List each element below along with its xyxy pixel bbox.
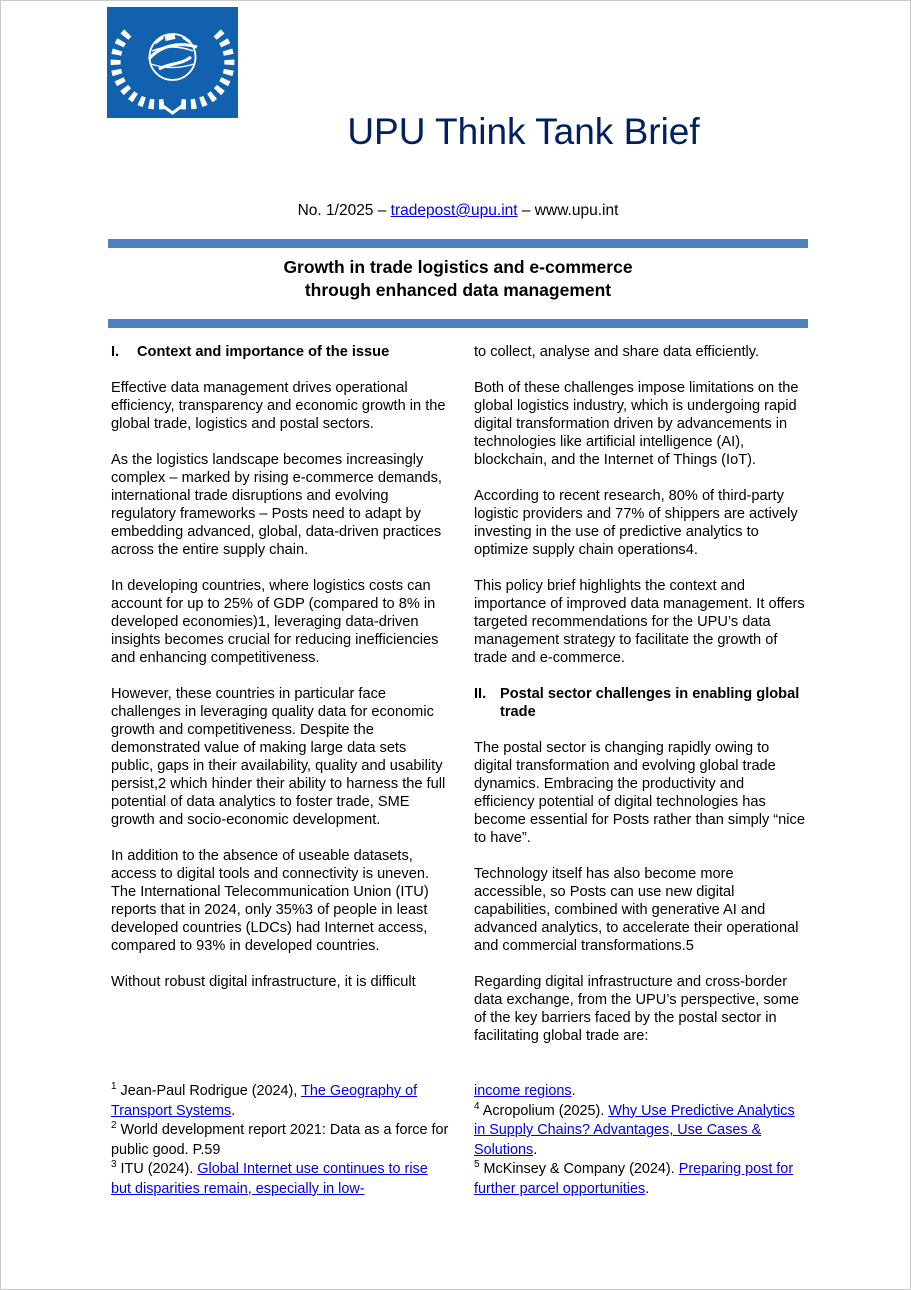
section-number: II. — [474, 686, 487, 702]
paragraph: This policy brief highlights the context and importance of improved data management. It offers targeted recommendations for the UPU’s data management strategy to facilitate the growth of trade and e-commerce. — [474, 578, 805, 666]
hyperlink[interactable]: Preparing post for further parcel opportunities — [474, 1161, 794, 1197]
paragraph: Both of these challenges impose limitations on the global logistics industry, which is undergoing rapid digital transformation driven by advancements in technologies like artificial intelligence (AI), blockchain, and the Internet of Things (IoT). — [474, 380, 799, 468]
hyperlink[interactable]: The Geography of Transport Systems — [111, 1083, 418, 1119]
footnote-item — [111, 1082, 451, 1121]
section-heading-1 — [111, 343, 451, 361]
paragraph: As the logistics landscape becomes increasingly complex – marked by rising e-commerce demands, international trade disruptions and evolving regulatory frameworks – Posts need to adapt by embedding advanced, global, data-driven practices across the entire supply chain. — [111, 452, 442, 558]
paragraph: Without robust digital infrastructure, it is difficult — [111, 974, 416, 990]
hyperlink[interactable]: income regions — [474, 1083, 572, 1099]
section-title: Context and importance of the issue — [137, 344, 390, 360]
body-columns — [111, 343, 811, 1199]
paragraph: to collect, analyse and share data efficiently. — [474, 344, 760, 360]
footnotes-right — [474, 1082, 808, 1199]
text-segment: ITU (2024). — [116, 1161, 198, 1177]
left-column — [111, 343, 451, 1199]
section-heading-2 — [474, 685, 808, 721]
text-segment: . — [571, 1083, 576, 1099]
paragraph: Regarding digital infrastructure and cross-border data exchange, from the UPU’s perspective, some of the key barriers faced by the postal sector in facilitating global trade are: — [474, 974, 800, 1044]
divider-bar-bottom — [108, 319, 808, 328]
right-column — [474, 343, 808, 1199]
text-segment: . — [533, 1141, 538, 1158]
brief-title-line1: Growth in trade logistics and e-commerce — [283, 257, 633, 277]
footnote-item — [474, 1160, 808, 1199]
upu-logo — [107, 7, 238, 118]
hyperlink[interactable]: Why Use Predictive Analytics in Supply Chains? Advantages, Use Cases & Solutions — [474, 1102, 795, 1158]
hyperlink[interactable]: Global Internet use continues to rise but disparities remain, especially in low- — [111, 1161, 428, 1197]
text-segment: . — [645, 1180, 650, 1197]
footnote-item — [474, 1102, 808, 1161]
text-segment: Jean-Paul Rodrigue (2024), — [116, 1083, 302, 1099]
page-title: UPU Think Tank Brief — [347, 111, 700, 152]
paragraph: However, these countries in particular face challenges in leveraging quality data for economic growth and competitiveness. Despite the demonstrated value of making large data sets public, gaps in their availability, quality and usability persist,2 which hinder their ability to harness the full potential of data analytics to foster trade, SME growth and socio-economic development. — [111, 686, 446, 828]
brief-title-line2: through enhanced data management — [304, 280, 612, 300]
footnote-number: 2 — [111, 1120, 117, 1132]
text-segment: McKinsey & Company (2024). — [479, 1161, 679, 1177]
footnote-number: 4 — [474, 1100, 480, 1112]
text-segment: – www.upu.int — [517, 202, 619, 219]
footnote-number: 1 — [111, 1081, 117, 1093]
text-segment: . — [231, 1102, 236, 1119]
paragraph: Technology itself has also become more accessible, so Posts can use new digital capabilities, combined with generative AI and advanced analytics, to accelerate their operational and commercial transformations.5 — [474, 866, 799, 954]
footnote-item — [474, 1082, 808, 1102]
footnote-item — [111, 1121, 451, 1160]
section-title: Postal sector challenges in enabling global trade — [500, 686, 800, 720]
text-segment: Acropolium (2025). — [479, 1102, 609, 1119]
contact-line — [108, 201, 808, 220]
paragraph: Effective data management drives operational efficiency, transparency and economic growth in the global trade, logistics and postal sectors. — [111, 380, 446, 432]
upu-emblem-icon — [107, 7, 238, 118]
divider-bar-top — [108, 239, 808, 248]
paragraph: The postal sector is changing rapidly owing to digital transformation and evolving global trade dynamics. Embracing the productivity and efficiency potential of digital technologies has become essential for Posts rather than simply “nice to have”. — [474, 740, 805, 846]
paragraph: In developing countries, where logistics costs can account for up to 25% of GDP (compared to 8% in developed economies)1, leveraging data-driven insights becomes crucial for reducing inefficiencies and enhancing competitiveness. — [111, 578, 439, 666]
paragraph: According to recent research, 80% of third-party logistic providers and 77% of shippers are actively investing in the use of predictive analytics to optimize supply chain operations4. — [474, 488, 798, 558]
hyperlink[interactable]: tradepost@upu.int — [390, 202, 518, 219]
section-number: I. — [111, 344, 120, 360]
paragraph: In addition to the absence of useable datasets, access to digital tools and connectivity is uneven. The International Telecommunication Union (ITU) reports that in 2024, only 35%3 of people in least developed countries (LDCs) had Internet access, compared to 93% in developed countries. — [111, 848, 429, 954]
footnote-item — [111, 1160, 451, 1199]
footnote-number: 3 — [111, 1159, 117, 1171]
footnote-number: 5 — [474, 1159, 480, 1171]
footnotes-left — [111, 1082, 451, 1199]
text-segment: No. 1/2025 – — [297, 202, 391, 219]
brief-title — [108, 256, 808, 302]
text-segment: World development report 2021: Data as a force for public good. P.59 — [111, 1122, 449, 1158]
